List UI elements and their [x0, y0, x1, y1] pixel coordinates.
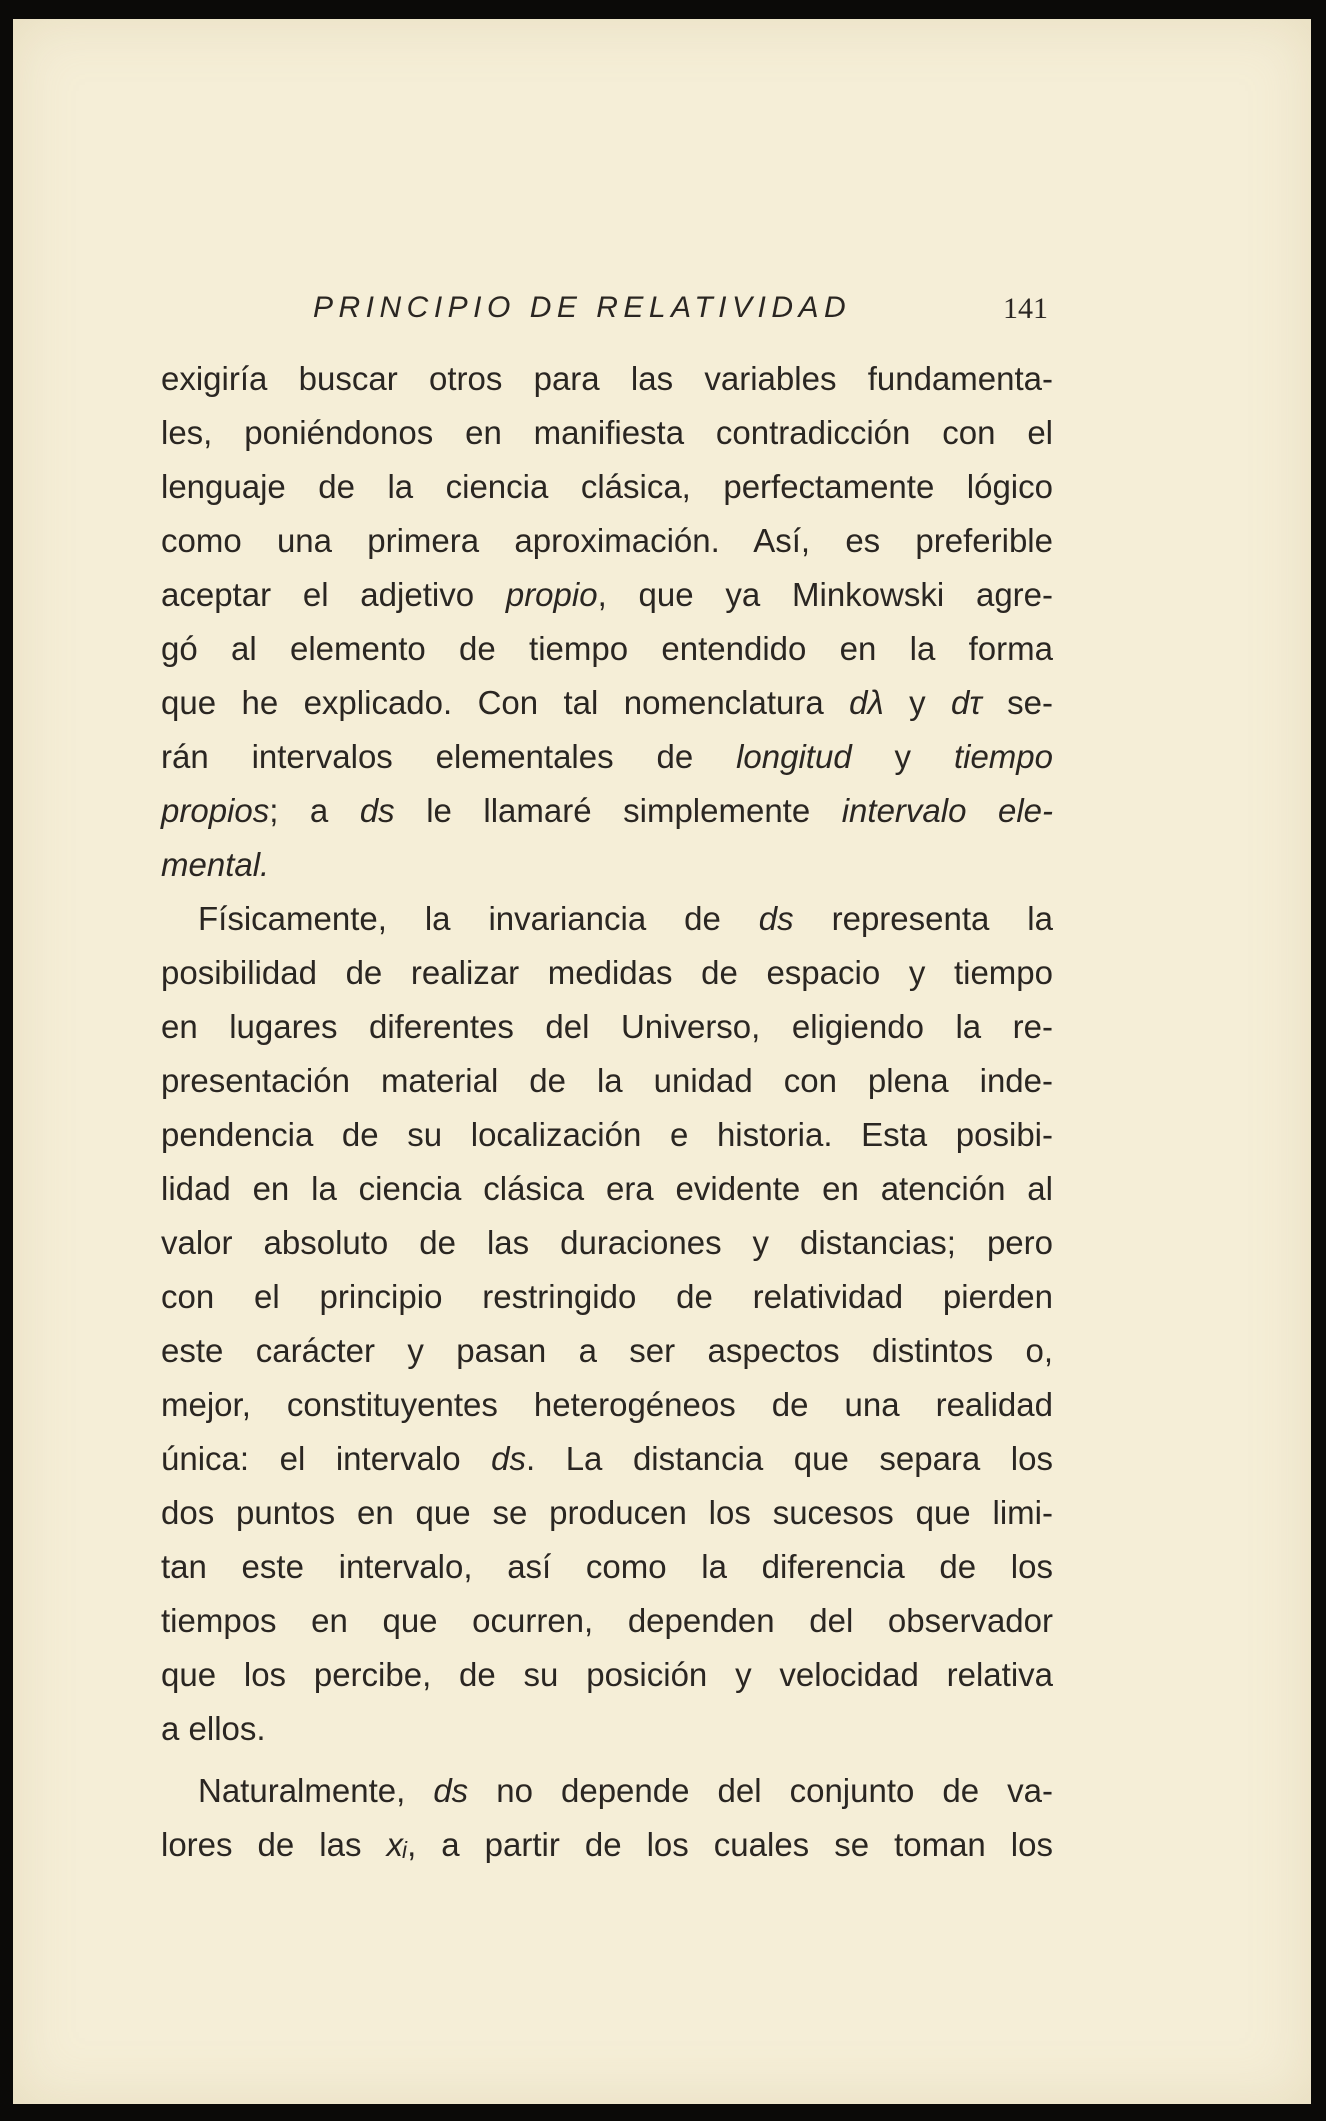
text-line: a ellos.	[161, 1710, 266, 1747]
text-line: tan este intervalo, así como la diferencia de los	[161, 1548, 1053, 1585]
text-line: lenguaje de la ciencia clásica, perfectamente lógico	[161, 468, 1053, 505]
text-line: aceptar el adjetivo propio, que ya Minkowski agre-	[161, 576, 1053, 613]
text-line: Físicamente, la invariancia de ds representa la	[198, 900, 1053, 937]
text-line	[161, 838, 1053, 892]
text-line: Naturalmente, ds no depende del conjunto de va-	[198, 1772, 1054, 1809]
italic-term: longitud	[736, 738, 852, 775]
math-symbol: ds	[359, 792, 395, 829]
text-line: pendencia de su localización e historia. Esta posibi-	[161, 1116, 1053, 1153]
text-line: presentación material de la unidad con plena inde-	[161, 1062, 1053, 1099]
text-line: como una primera aproximación. Así, es preferible	[161, 522, 1053, 559]
italic-term: propios	[161, 792, 270, 829]
italic-term: mental.	[161, 846, 270, 883]
text-line: rán intervalos elementales de longitud y tiempo	[161, 738, 1053, 775]
text-line: con el principio restringido de relatividad pierden	[161, 1278, 1053, 1315]
math-symbol: ds	[433, 1772, 469, 1809]
text-line: posibilidad de realizar medidas de espacio y tiempo	[161, 954, 1053, 991]
running-title: PRINCIPIO DE RELATIVIDAD	[313, 291, 852, 324]
text-line: lidad en la ciencia clásica era evidente en atención al	[161, 1170, 1053, 1207]
text-line: les, poniéndonos en manifiesta contradicción con el	[161, 414, 1053, 451]
math-symbol: ds	[491, 1440, 526, 1477]
page-number: 141	[1003, 292, 1048, 325]
text-line: lores de las xᵢ, a partir de los cuales se toman los	[161, 1826, 1053, 1863]
book-page	[13, 19, 1311, 2104]
text-line: que he explicado. Con tal nomenclatura dλ y dτ se-	[161, 684, 1053, 721]
body-text	[161, 352, 1053, 1872]
italic-term: propio	[505, 576, 598, 613]
text-line: propios; a ds le llamaré simplemente intervalo ele-	[161, 792, 1053, 829]
text-line: tiempos en que ocurren, dependen del observador	[161, 1602, 1053, 1639]
math-symbol: dτ	[951, 684, 982, 721]
text-line: valor absoluto de las duraciones y distancias; pero	[161, 1224, 1053, 1261]
text-line: única: el intervalo ds. La distancia que separa los	[161, 1440, 1053, 1477]
math-symbol: xᵢ	[386, 1826, 408, 1863]
text-line: este carácter y pasan a ser aspectos distintos o,	[161, 1332, 1053, 1369]
math-symbol: ds	[758, 900, 794, 937]
italic-term: intervalo ele-	[841, 792, 1053, 829]
text-line: que los percibe, de su posición y velocidad relativa	[161, 1656, 1053, 1693]
italic-term: tiempo	[953, 738, 1053, 775]
text-line: exigiría buscar otros para las variables fundamenta-	[161, 360, 1053, 397]
math-symbol: dλ	[849, 684, 884, 721]
text-line: mejor, constituyentes heterogéneos de una realidad	[161, 1386, 1053, 1423]
text-line: en lugares diferentes del Universo, eligiendo la re-	[161, 1008, 1053, 1045]
text-line: dos puntos en que se producen los sucesos que limi-	[161, 1494, 1053, 1531]
text-line: gó al elemento de tiempo entendido en la forma	[161, 630, 1053, 667]
